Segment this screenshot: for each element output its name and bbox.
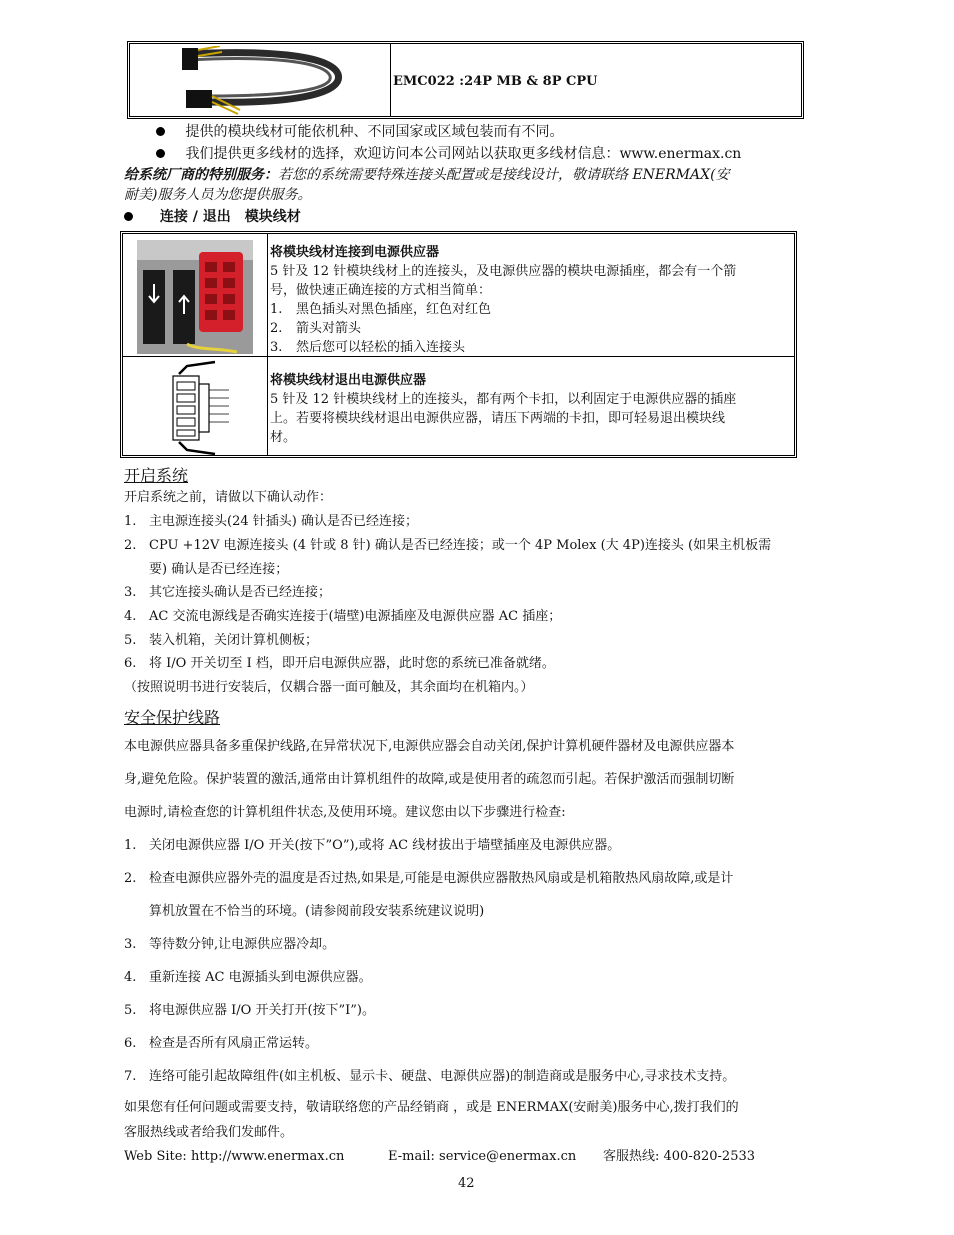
page-number: 42 [458,1176,475,1191]
protection-title: 安全保护线路 [124,708,221,727]
bullet-item: 我们提供更多线材的选择，欢迎访问本公司网站以获取更多线材信息：www.enermax.cn [156,145,741,164]
bullet-item: 提供的模块线材可能依机种、不同国家或区域包装而有不同。 [156,123,563,142]
list-item: 2. 检查电源供应器外壳的温度是否过热,如果是,可能是电源供应器散热风扇或是机箱散热风扇故障,或是计 [124,871,734,886]
disconnect-title: 将模块线材退出电源供应器 [270,373,427,388]
list-item: 5. 将电源供应器 I/O 开关打开(按下”I”)。 [124,1003,376,1018]
list-item: 7. 连络可能引起故障组件(如主机板、显示卡、硬盘、电源供应器)的制造商或是服务中心,寻求技术支持。 [124,1069,736,1084]
list-item: 4. 重新连接 AC 电源插头到电源供应器。 [124,970,372,985]
socket-photo [137,240,253,354]
protection-paragraph: 电源时,请检查您的计算机组件状态,及使用环境。建议您由以下步骤进行检查: [124,805,566,820]
protection-paragraph: 本电源供应器具备多重保护线路,在异常状况下,电源供应器会自动关闭,保护计算机硬件器材及电源供应器本 [124,739,735,754]
connect-title: 将模块线材连接到电源供应器 [270,245,440,260]
startup-title: 开启系统 [124,466,189,485]
startup-intro: 开启系统之前，请做以下确认动作： [124,490,333,505]
connect-cell: 将模块线材连接到电源供应器 5 针及 12 针模块线材上的连接头，及电源供应器的模块电源插座，都会有一个箭 号，做快速正确连接的方式相当简单： 1. 黑色插头对黑色插座，红色对红色 2. 箭头对箭头 3. 然后您可以轻松的插入连接头 [270,243,794,357]
connect-table [120,231,797,458]
cable-photo [180,46,350,116]
special-service-line1: 给系统厂商的特别服务：若您的系统需要特殊连接头配置或是接线设计，敬请联络 ENERMAX(安 [124,167,730,183]
connector-drawing [169,360,233,456]
list-item: 算机放置在不恰当的环境。(请参阅前段安装系统建议说明) [149,904,485,919]
list-item: 1. 关闭电源供应器 I/O 开关(按下”O”),或将 AC 线材拔出于墙壁插座及电源供应器。 [124,838,621,853]
startup-note: （按照说明书进行安装后，仅耦合器一面可触及，其余面均在机箱内。） [124,680,534,695]
footer-email: E-mail: service@enermax.cn [388,1149,577,1164]
bullet-icon [156,149,165,158]
protection-paragraph: 身,避免危险。保护装置的激活,通常由计算机组件的故障,或是使用者的疏忽而引起。若保护激活而强制切断 [124,772,735,787]
footer-website: Web Site: http://www.enermax.cn [124,1149,345,1164]
list-item: 1. 黑色插头对黑色插座，红色对红色 [270,302,492,317]
bullet-icon [124,212,133,221]
closing-paragraph: 客服热线或者给我们发邮件。 [124,1125,294,1140]
disconnect-cell: 将模块线材退出电源供应器 5 针及 12 针模块线材上的连接头，都有两个卡扣，以利固定于电源供应器的插座 上。若要将模块线材退出电源供应器，请压下两端的卡扣，即可轻易退出模块线 材。 [270,371,794,447]
list-item: 1. 主电源连接头(24 针插头) 确认是否已经连接； [124,514,418,529]
closing-paragraph: 如果您有任何问题或需要支持，敬请联络您的产品经销商 ，或是 ENERMAX(安耐美)服务中心,拨打我们的 [124,1100,739,1115]
bullet-icon [156,127,165,136]
list-item: 2. CPU +12V 电源连接头 (4 针或 8 针) 确认是否已经连接；或一个 4P Molex (大 4P)连接头 (如果主机板需 [124,538,772,553]
footer-hotline: 客服热线: 400-820-2533 [603,1149,756,1164]
list-item: 要) 确认是否已经连接； [149,562,289,577]
list-item: 3. 然后您可以轻松的插入连接头 [270,340,466,355]
connect-heading: 连接 / 退出 模块线材 [124,208,301,227]
cable-table [127,41,804,119]
special-service-line2: 耐美)服务人员为您提供服务。 [124,187,312,203]
list-item: 6. 检查是否所有风扇正常运转。 [124,1036,319,1051]
cable-label: EMC022 :24P MB & 8P CPU [393,74,598,89]
list-item: 3. 等待数分钟,让电源供应器冷却。 [124,937,336,952]
list-item: 5. 装入机箱，关闭计算机侧板； [124,633,319,648]
list-item: 4. AC 交流电源线是否确实连接于(墙壁)电源插座及电源供应器 AC 插座； [124,609,562,624]
list-item: 2. 箭头对箭头 [270,321,362,336]
list-item: 3. 其它连接头确认是否已经连接； [124,585,332,600]
list-item: 6. 将 I/O 开关切至 I 档，即开启电源供应器，此时您的系统已准备就绪。 [124,656,555,671]
